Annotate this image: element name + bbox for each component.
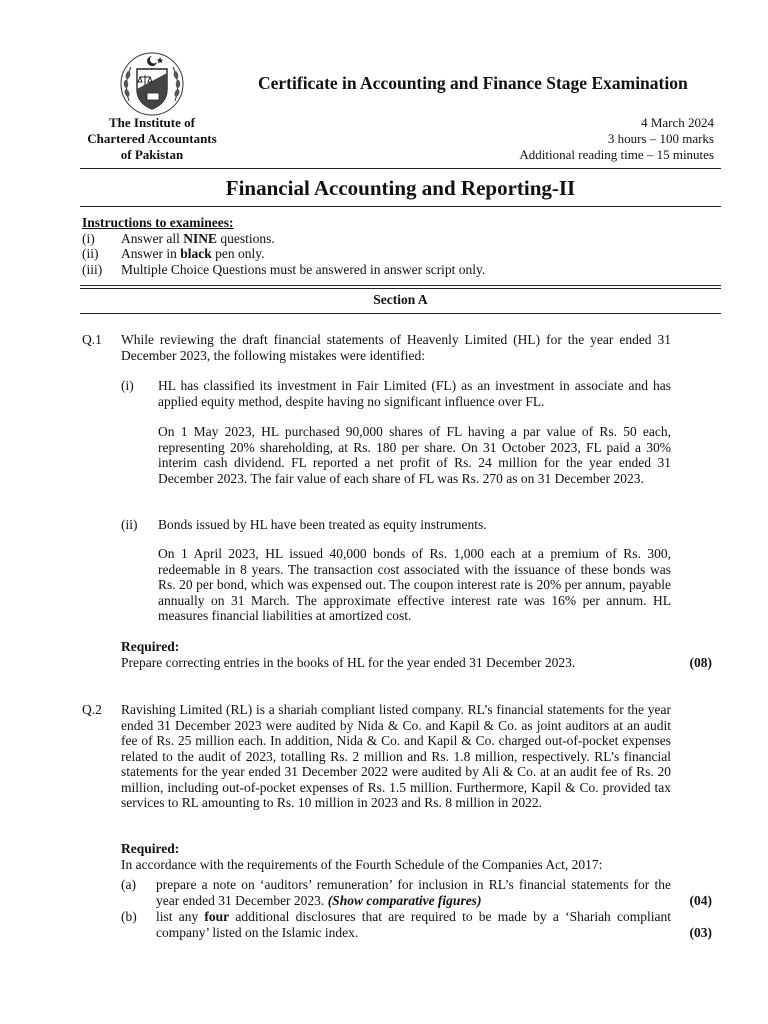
q2-part-a-marks: (04) [689,893,712,908]
q2-required-text: In accordance with the requirements of the Fourth Schedule of the Companies Act, 2017: [121,857,603,872]
question-number: Q.2 [82,702,102,717]
q2-part-number: (b) [121,909,137,924]
q2-part-a-text: prepare a note on ‘auditors’ remuneration’ for inclusion in RL’s financial statements for the year ended 31 December 2023. (Show comparative figures) [156,877,671,908]
instructions-heading: Instructions to examinees: [82,215,234,230]
institute-name: The Institute of Chartered Accountants of Pakistan [87,115,217,162]
divider [80,313,721,314]
instructions [82,215,485,277]
q1-part-number: (i) [121,378,134,393]
exam-meta [519,115,714,163]
exam-date: 4 March 2024 [641,115,714,130]
icap-crest-logo [119,51,185,117]
q1-intro: While reviewing the draft financial statements of Heavenly Limited (HL) for the year ended 31 December 2023, the following mistakes were identified: [121,332,671,363]
divider [80,206,721,207]
q2-part-b-marks: (03) [689,925,712,940]
instruction-item: (i) Answer all NINE questions. [82,230,275,246]
divider-double [80,285,721,289]
reading-time: Additional reading time – 15 minutes [519,147,714,162]
q1-required-label: Required: [121,639,180,654]
instruction-item: (iii) Multiple Choice Questions must be answered in answer script only. [82,261,486,277]
q2-intro: Ravishing Limited (RL) is a shariah compliant listed company. RL’s financial statements for the year ended 31 December 2023 were audited by Nida & Co. and Kapil & Co. as joint auditors at an audit fee of Rs. 25 million each. In addition, Nida & Co. and Kapil & Co. charged out-of-pocket expenses related to the audit of 2023, totalling Rs. 2 million and Rs. 1.8 million, respectively. RL’s financial statements for the year ended 31 December 2022 were audited by Ali & Co. at an audit fee of Rs. 20 million, including out-of-pocket expenses of Rs. 1.5 million. Furthermore, Kapil & Co. provided tax services to RL amounting to Rs. 10 million in 2023 and Rs. 8 million in 2022. [121,702,671,810]
q1-part-i-text: HL has classified its investment in Fair Limited (FL) as an investment in associate and has applied equity method, despite having no significant influence over FL. [158,378,671,409]
question-number: Q.1 [82,332,102,347]
paper-title: Financial Accounting and Reporting-II [225,176,576,200]
instruction-item: (ii) Answer in black pen only. [82,246,265,261]
q1-required-text: Prepare correcting entries in the books of HL for the year ended 31 December 2023. [121,655,576,670]
q2-part-b-text: list any four additional disclosures that are required to be made by a ‘Shariah compliant company’ listed on the Islamic index. [156,909,672,940]
q1-part-ii-detail: On 1 April 2023, HL issued 40,000 bonds of Rs. 1,000 each at a premium of Rs. 300, redeemable in 8 years. The transaction cost associated with the issuance of these bonds was Rs. 20 per bond, which was expensed out. The coupon interest rate is 20% per annum, payable annually on 31 March. The approximate effective interest rate was 16% per annum. HL measures financial liabilities at amortized cost. [158,546,671,623]
divider [80,168,721,169]
q1-part-number: (ii) [121,517,138,532]
q1-part-ii-text: Bonds issued by HL have been treated as equity instruments. [158,517,487,532]
q1-marks: (08) [689,655,712,670]
exam-duration: 3 hours – 100 marks [607,131,714,146]
section-title: Section A [373,292,428,307]
q1-part-i-detail: On 1 May 2023, HL purchased 90,000 shares of FL having a par value of Rs. 50 each, representing 20% shareholding, at Rs. 180 per share. On 31 October 2023, FL paid a 30% interim cash dividend. FL reported a net profit of Rs. 24 million for the year ended 31 December 2023. The fair value of each share of FL was Rs. 270 as on 31 December 2023. [158,424,671,486]
q2-required-label: Required: [121,841,180,856]
exam-title: Certificate in Accounting and Finance Stage Examination [258,73,688,93]
q2-part-number: (a) [121,877,136,892]
